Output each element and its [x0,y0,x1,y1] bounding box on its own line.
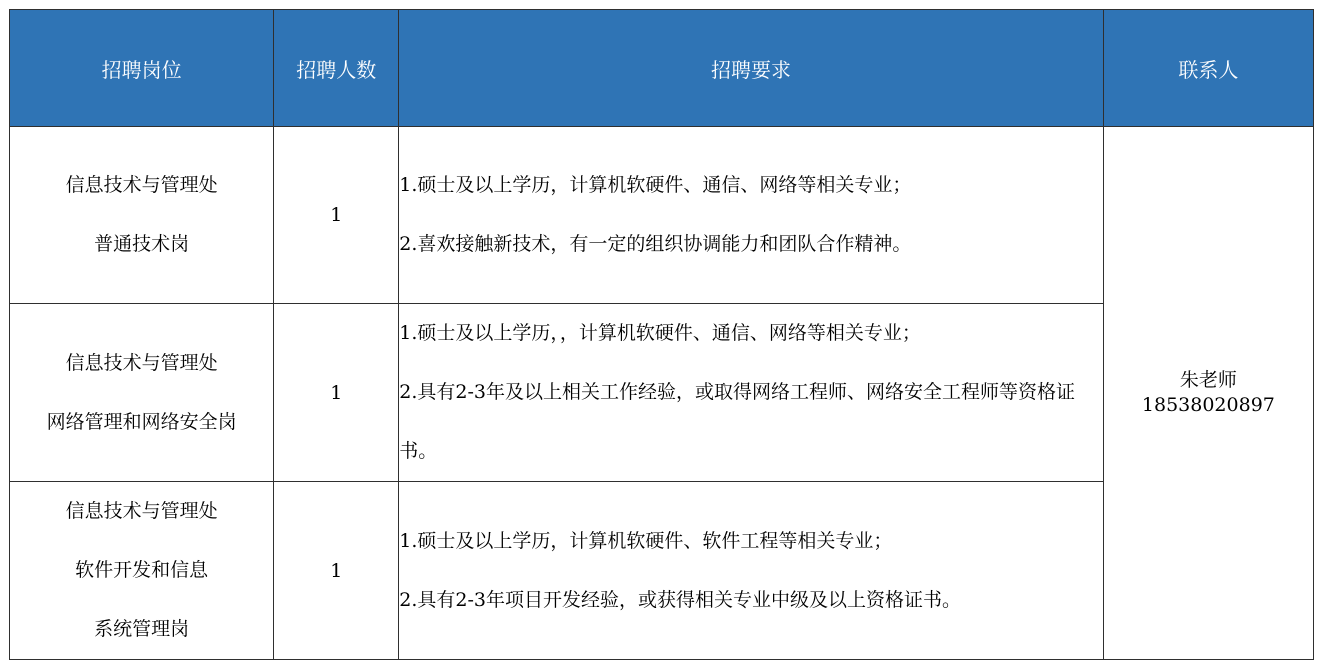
table-body [10,127,1314,660]
requirements-cell [399,482,1104,660]
position-cell [10,482,274,660]
contact-cell [1103,127,1313,660]
header-position: 招聘岗位 [10,10,274,127]
position-cell [10,127,274,304]
table-row [10,127,1314,304]
header-contact: 联系人 [1103,10,1313,127]
position-line: 系统管理岗 [94,618,190,640]
position-line: 软件开发和信息 [75,559,209,581]
contact-phone: 18538020897 [1141,394,1275,416]
header-count: 招聘人数 [274,10,399,127]
requirements-cell [399,304,1104,482]
position-line: 信息技术与管理处 [65,500,218,522]
table-header [10,10,1314,127]
requirement-item: 2.具有2-3年及以上相关工作经验，或取得网络工程师、网络安全工程师等资格证书。 [399,381,1076,462]
requirement-item: 2.喜欢接触新技术，有一定的组织协调能力和团队合作精神。 [399,233,912,255]
requirement-item: 1.硕士及以上学历，，计算机软硬件、通信、网络等相关专业； [399,322,921,344]
requirement-item: 1.硕士及以上学历，计算机软硬件、通信、网络等相关专业； [399,174,912,196]
recruitment-table-page [9,9,1314,660]
position-line: 信息技术与管理处 [65,351,218,374]
header-row [10,10,1314,127]
count-cell: 1 [274,482,399,660]
requirement-item: 1.硕士及以上学历，计算机软硬件、软件工程等相关专业； [399,529,893,552]
position-line: 网络管理和网络安全岗 [46,410,237,433]
recruitment-table [9,9,1314,660]
count-cell: 1 [274,127,399,304]
position-cell [10,304,274,482]
header-requirements: 招聘要求 [399,10,1104,127]
count-cell: 1 [274,304,399,482]
position-line: 信息技术与管理处 [65,174,218,196]
position-line: 普通技术岗 [94,233,190,255]
requirements-cell [399,127,1104,304]
requirement-item: 2.具有2-3年项目开发经验，或获得相关专业中级及以上资格证书。 [399,588,962,611]
contact-name: 朱老师 [1179,369,1237,391]
